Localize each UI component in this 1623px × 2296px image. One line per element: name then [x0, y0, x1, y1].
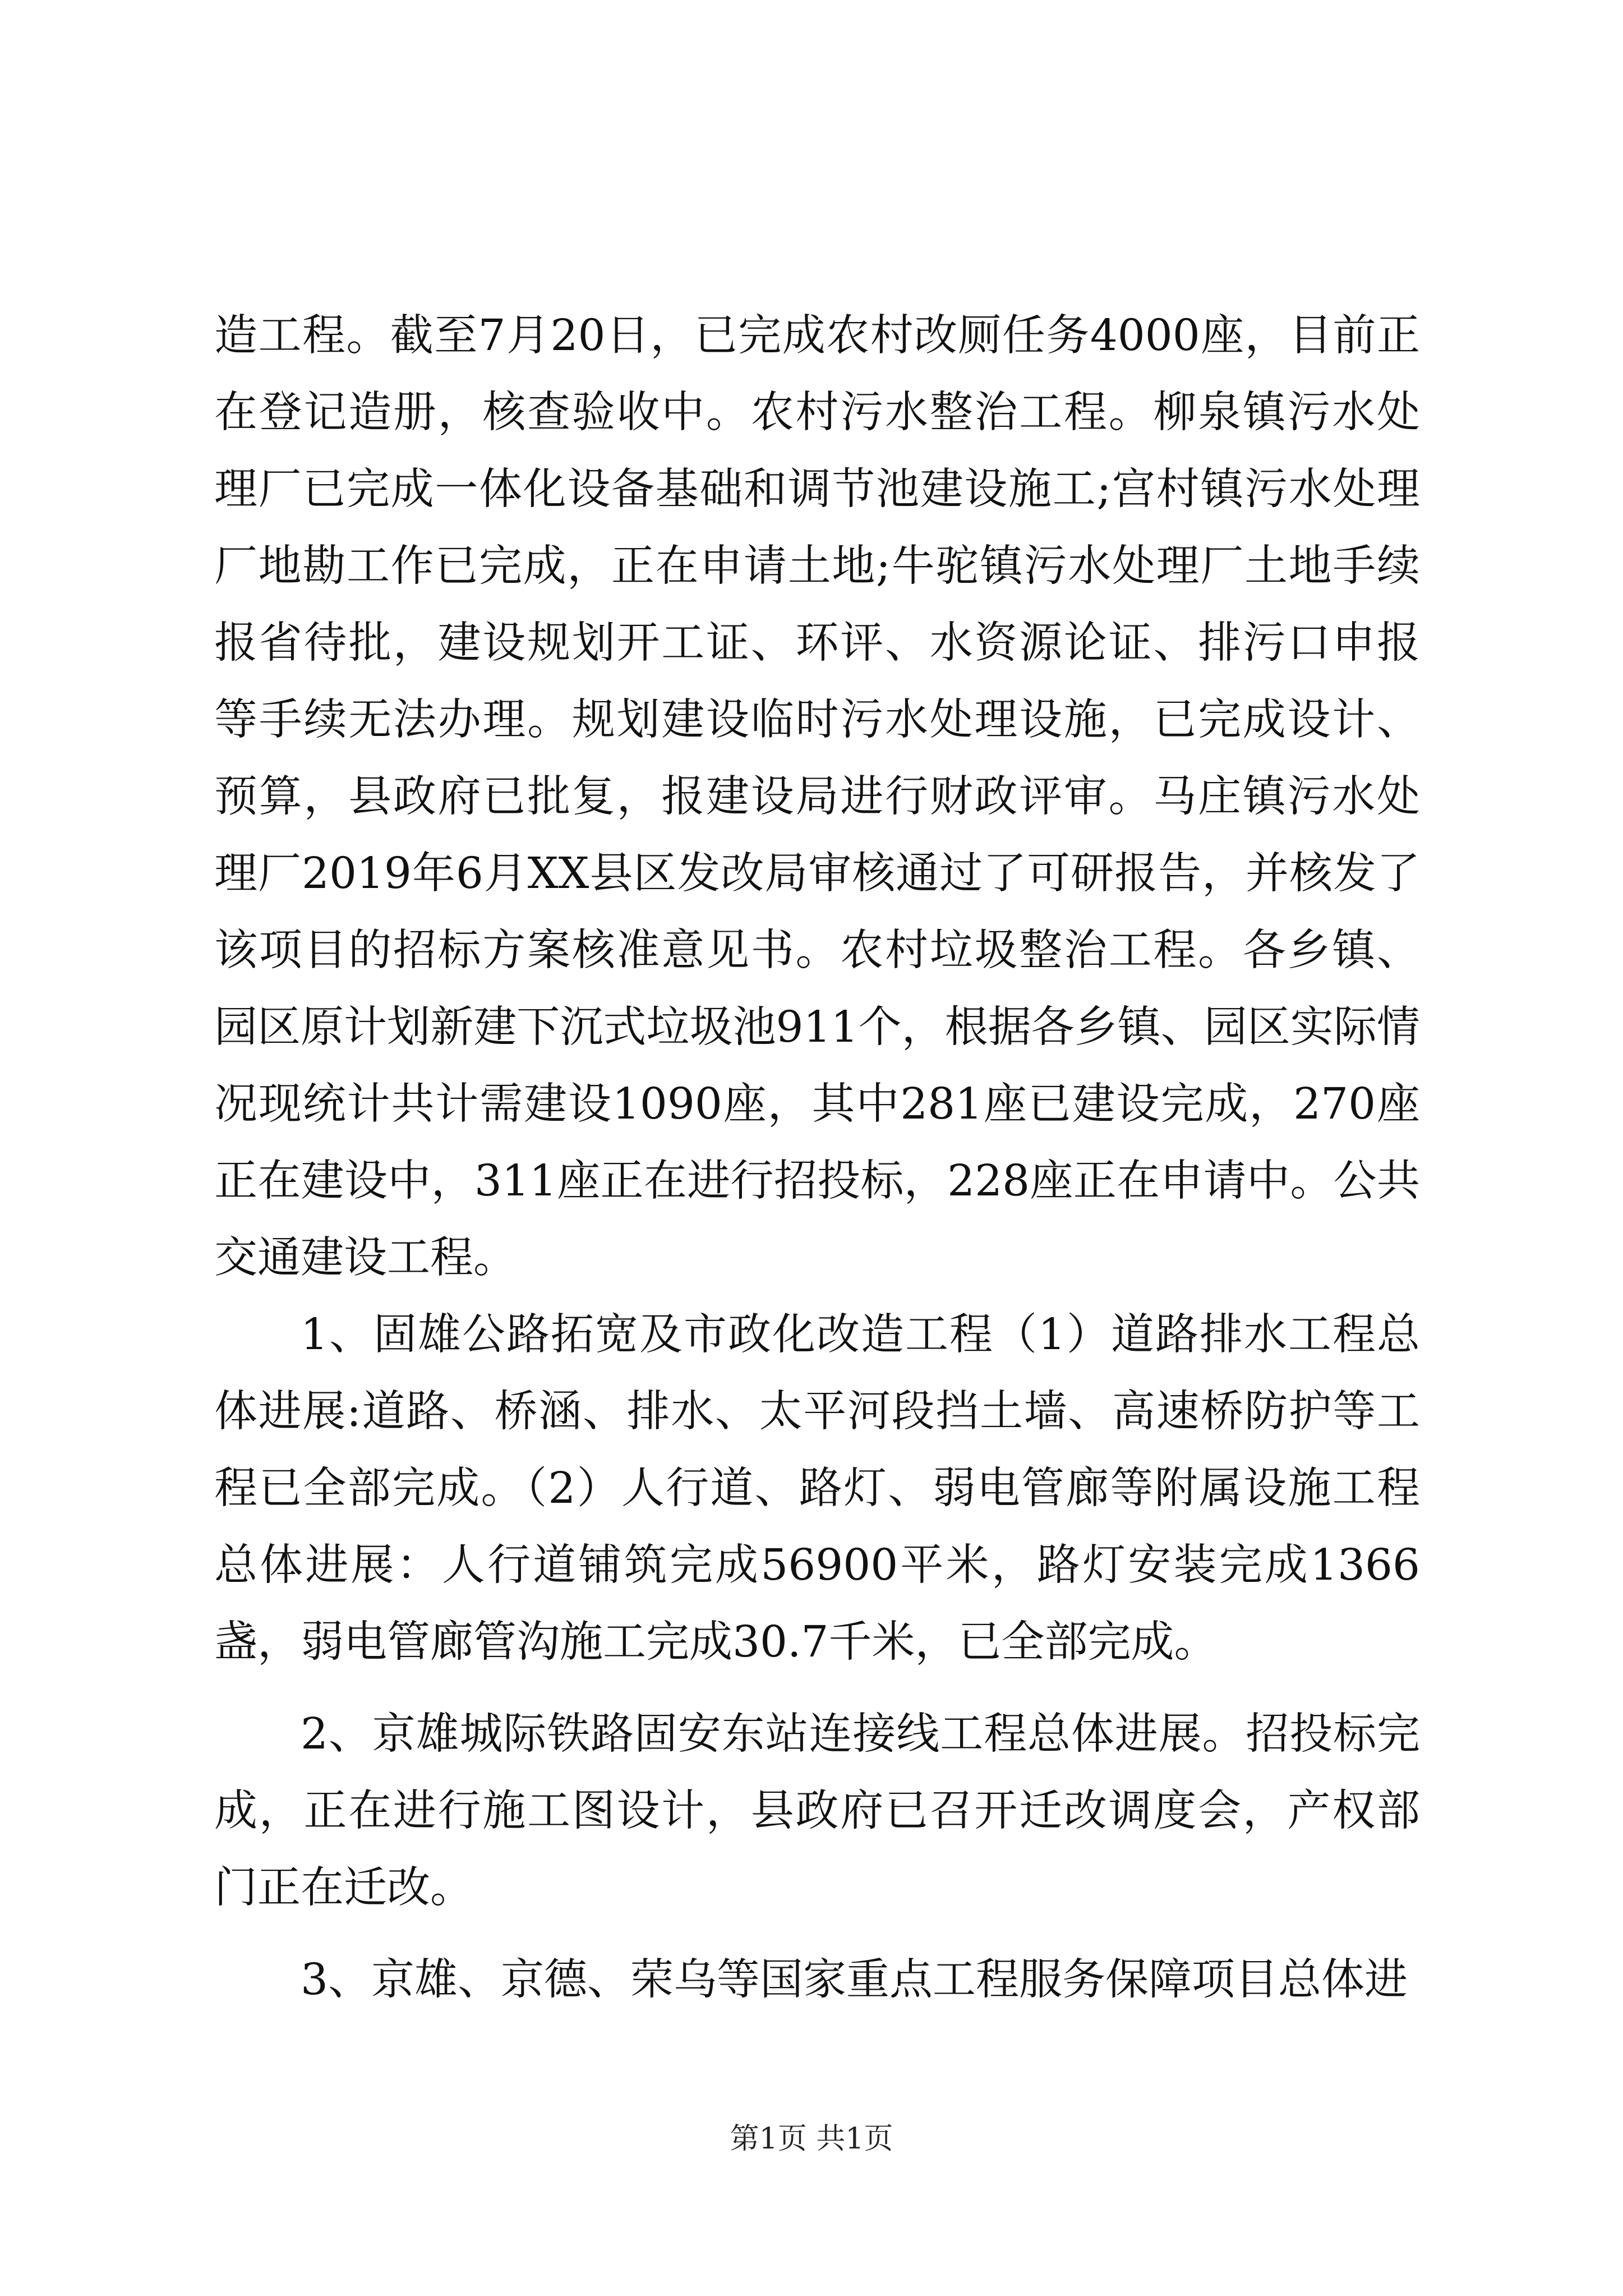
page-footer: 第1页 共1页	[730, 2122, 893, 2156]
document-body	[214, 297, 1420, 2018]
paragraph-item-1: 1、固雄公路拓宽及市政化改造工程（1）道路排水工程总体进展:道路、桥涵、排水、太平河段挡土墙、高速桥防护等工程已全部完成。（2）人行道、路灯、弱电管廊等附属设施工程总体进展：人行道铺筑完成56900平米，路灯安装完成1366盏，弱电管廊管沟施工完成30.7千米，已全部完成。	[214, 1310, 1420, 1667]
paragraph-continuation: 造工程。截至7月20日，已完成农村改厕任务4000座，目前正在登记造册，核查验收中。农村污水整治工程。柳泉镇污水处理厂已完成一体化设备基础和调节池建设施工;宫村镇污水处理厂地勘工作已完成，正在申请土地;牛驼镇污水处理厂土地手续报省待批，建设规划开工证、环评、水资源论证、排污口申报等手续无法办理。规划建设临时污水处理设施，已完成设计、预算，县政府已批复，报建设局进行财政评审。马庄镇污水处理厂2019年6月XX县区发改局审核通过了可研报告，并核发了该项目的招标方案核准意见书。农村垃圾整治工程。各乡镇、园区原计划新建下沉式垃圾池911个，根据各乡镇、园区实际情况现统计共计需建设1090座，其中281座已建设完成，270座正在建设中，311座正在进行招投标，228座正在申请中。公共交通建设工程。	[214, 311, 1420, 1283]
paragraph-item-3: 3、京雄、京德、荣乌等国家重点工程服务保障项目总体进	[301, 1955, 1408, 2005]
paragraph-item-2: 2、京雄城际铁路固安东站连接线工程总体进展。招投标完成，正在进行施工图设计，县政府已召开迁改调度会，产权部门正在迁改。	[214, 1709, 1420, 1913]
